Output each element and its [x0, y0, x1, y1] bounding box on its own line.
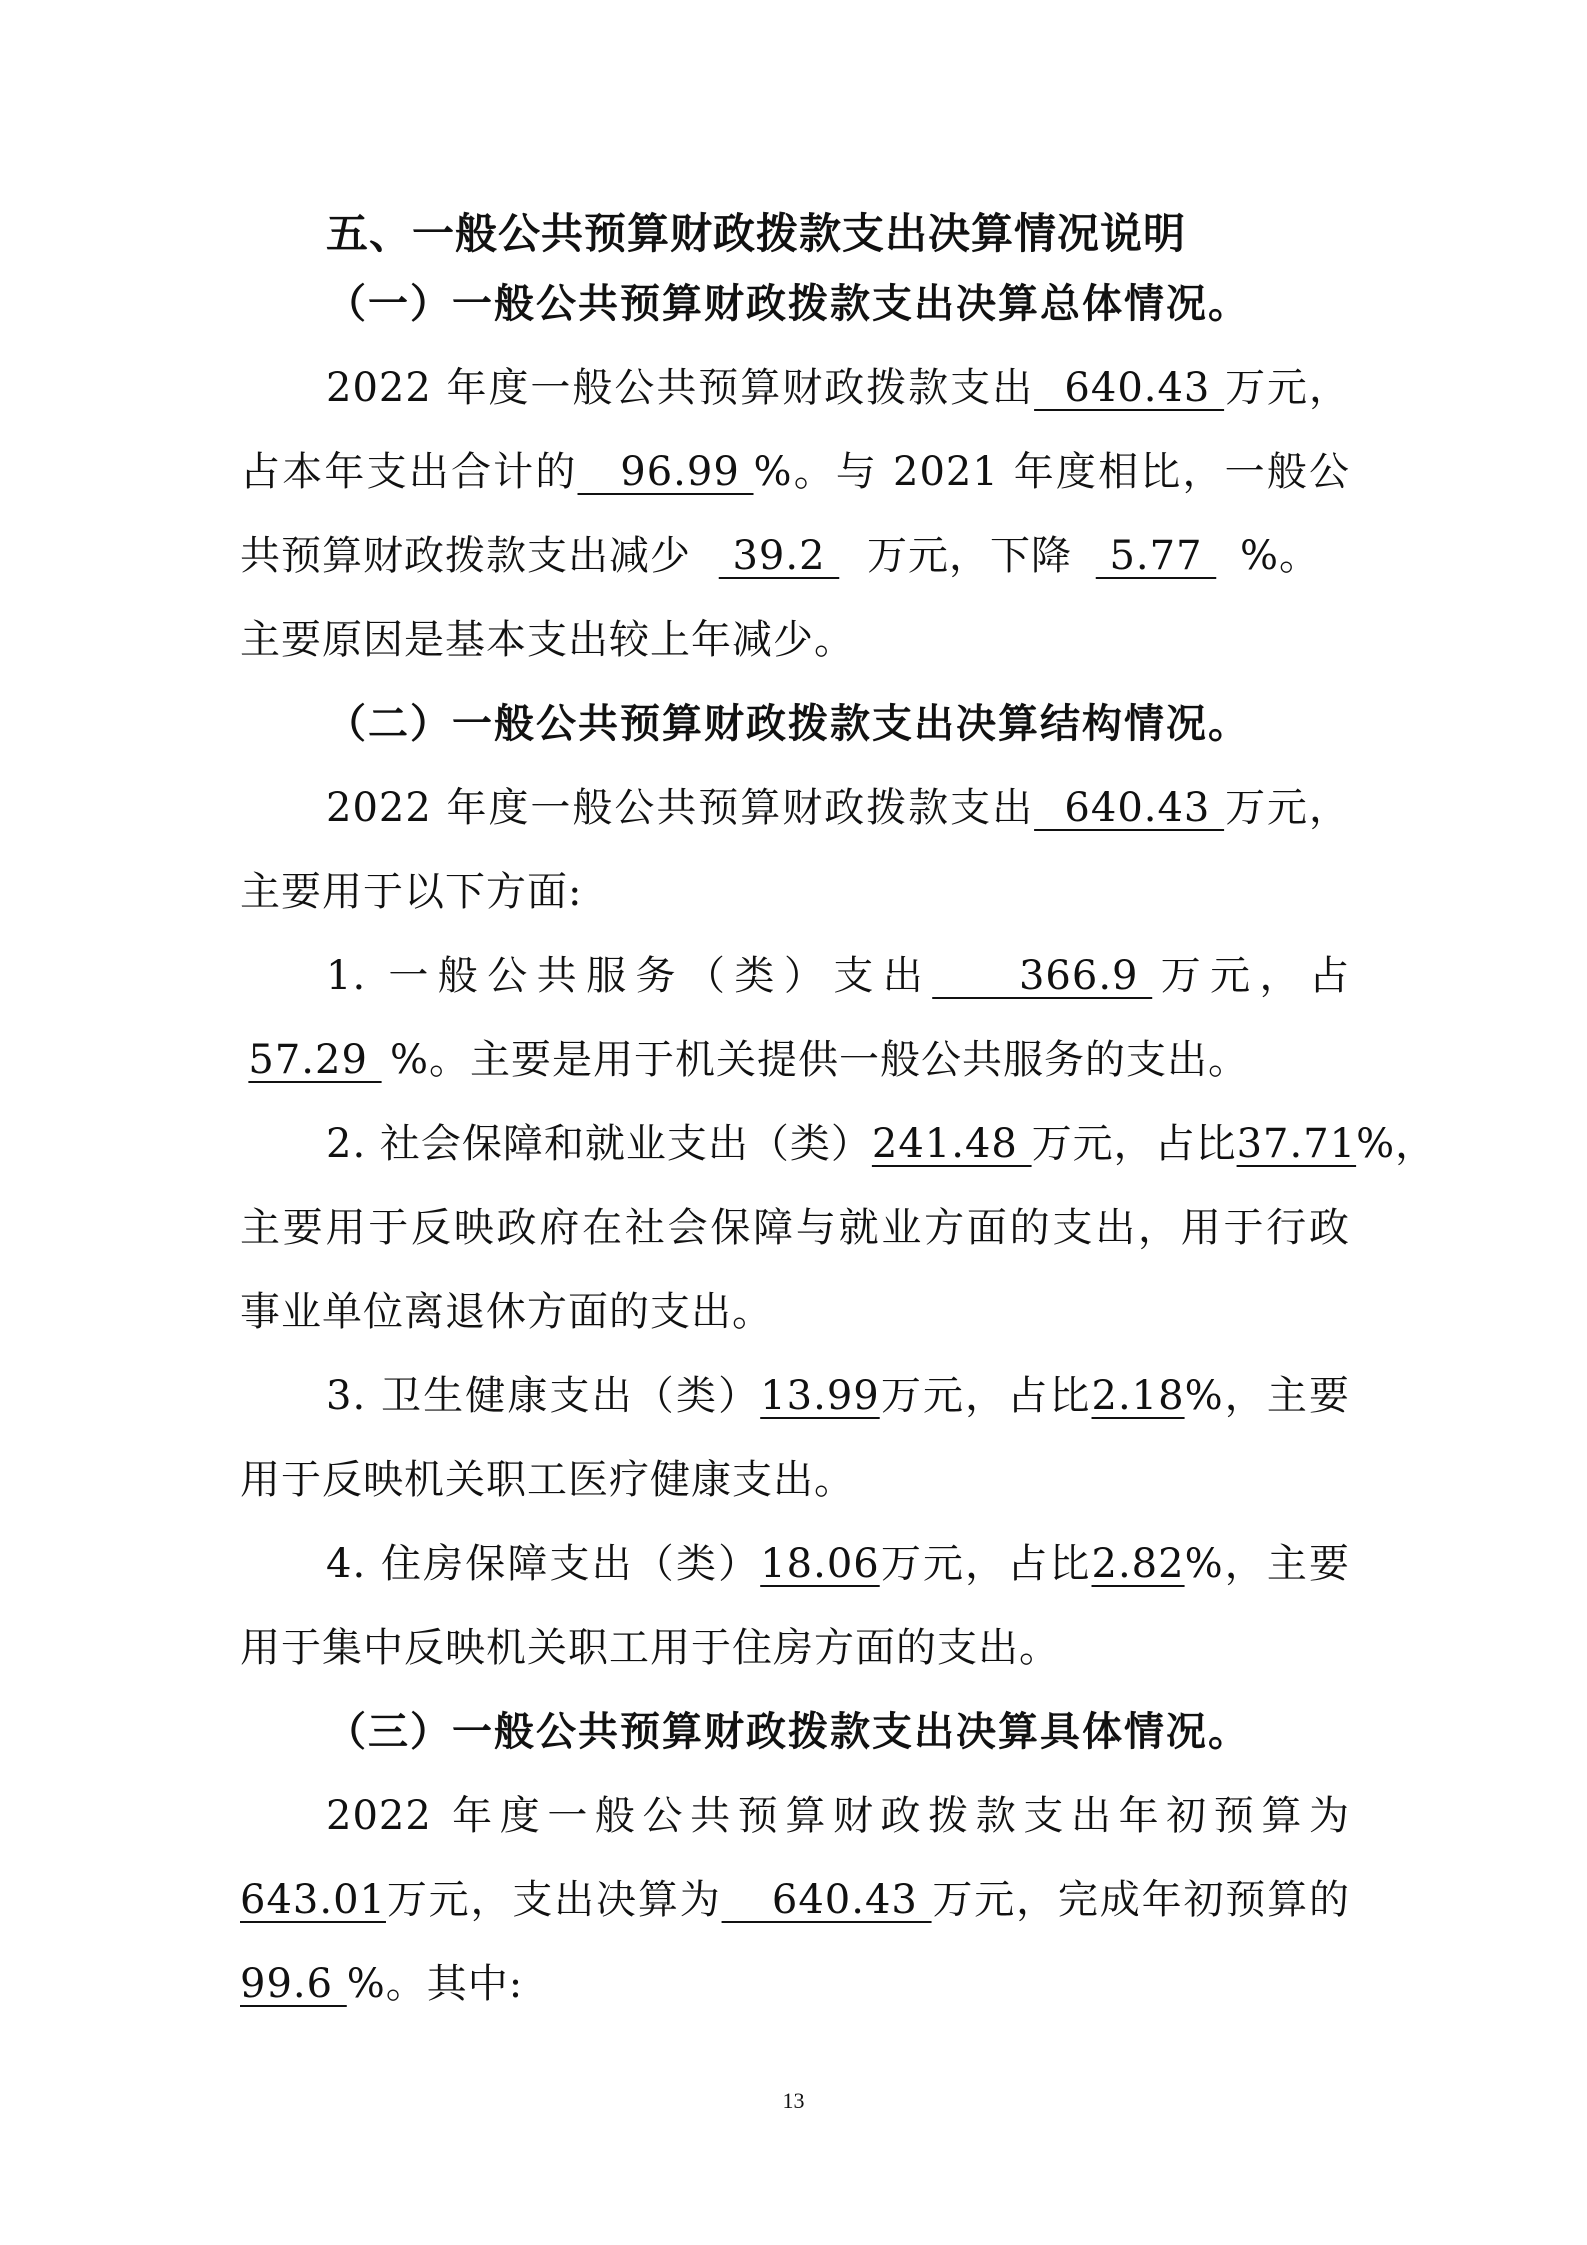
- text: %，主要: [1184, 1541, 1350, 1587]
- section-title: 五、一般公共预算财政拨款支出决算情况说明: [326, 209, 1187, 258]
- item4-line2: 用于集中反映机关职工用于住房方面的支出。: [240, 1625, 1060, 1671]
- item3-line1: [326, 1354, 1350, 1438]
- item2-line2: 主要用于反映政府在社会保障与就业方面的支出，用于行政: [240, 1205, 1350, 1251]
- part1-line2: [240, 430, 1350, 514]
- item2-line1: [326, 1102, 1437, 1186]
- text: 万元，下降: [867, 533, 1072, 579]
- percent-social-security: 37.71: [1236, 1121, 1357, 1167]
- percent-housing: 2.82: [1091, 1541, 1185, 1587]
- part2-line2: 主要用于以下方面:: [240, 869, 583, 915]
- amount-general-service: 366.9: [932, 953, 1153, 999]
- percent-completion: 99.6: [240, 1961, 347, 2007]
- part3-line1: 2022 年度一般公共预算财政拨款支出年初预算为: [326, 1793, 1350, 1839]
- text: 万元，占比: [1031, 1121, 1237, 1167]
- text: 3. 卫生健康支出（类）: [326, 1373, 761, 1419]
- item4-line1: [326, 1522, 1350, 1606]
- amount-final-expense: 640.43: [721, 1877, 932, 1923]
- part1-heading: （一）一般公共预算财政拨款支出决算总体情况。: [326, 281, 1250, 327]
- text: %。其中:: [346, 1961, 524, 2007]
- part2-line1: [326, 766, 1350, 850]
- text: %，主要: [1184, 1373, 1350, 1419]
- text: %。主要是用于机关提供一般公共服务的支出。: [390, 1037, 1250, 1083]
- amount-decrease: 39.2: [718, 533, 840, 579]
- text: %，: [1356, 1121, 1437, 1167]
- amount-total: 640.43: [1034, 365, 1225, 411]
- text: 共预算财政拨款支出减少: [240, 533, 691, 579]
- item1-line1: [326, 934, 1350, 1018]
- percent-share: 96.99: [577, 449, 754, 495]
- part1-line3: [240, 514, 1350, 598]
- text: 万元，占: [1152, 953, 1350, 999]
- text: 2. 社会保障和就业支出（类）: [326, 1121, 872, 1167]
- text: 占本年支出合计的: [240, 449, 578, 495]
- text: 万元，: [1224, 365, 1351, 411]
- text: 万元，支出决算为: [385, 1877, 722, 1923]
- percent-health: 2.18: [1091, 1373, 1185, 1419]
- part1-line1: [326, 346, 1350, 430]
- text: %。与 2021 年度相比，一般公: [753, 449, 1351, 495]
- text: 1. 一般公共服务（类）支出: [326, 953, 933, 999]
- page-number: 13: [782, 2088, 805, 2113]
- text: 万元，占比: [879, 1541, 1092, 1587]
- text: 2022 年度一般公共预算财政拨款支出: [326, 785, 1035, 831]
- text: 2022 年度一般公共预算财政拨款支出: [326, 365, 1035, 411]
- amount-health: 13.99: [760, 1373, 880, 1419]
- amount-social-security: 241.48: [871, 1121, 1032, 1167]
- text: 万元，完成年初预算的: [931, 1877, 1350, 1923]
- part1-line4: 主要原因是基本支出较上年减少。: [240, 617, 855, 663]
- item2-line3: 事业单位离退休方面的支出。: [240, 1289, 773, 1335]
- amount-total: 640.43: [1034, 785, 1225, 831]
- part3-line3: [240, 1942, 1350, 2026]
- part3-heading: （三）一般公共预算财政拨款支出决算具体情况。: [326, 1709, 1250, 1755]
- part2-heading: （二）一般公共预算财政拨款支出决算结构情况。: [326, 701, 1250, 747]
- percent-general-service: 57.29: [248, 1037, 382, 1083]
- item1-line2: [240, 1018, 1350, 1102]
- item3-line2: 用于反映机关职工医疗健康支出。: [240, 1457, 855, 1503]
- amount-initial-budget: 643.01: [240, 1877, 386, 1923]
- text: 万元，: [1224, 785, 1351, 831]
- text: 万元，占比: [879, 1373, 1092, 1419]
- text: 4. 住房保障支出（类）: [326, 1541, 761, 1587]
- part3-line2: [240, 1858, 1350, 1942]
- text: %。: [1240, 533, 1321, 579]
- amount-housing: 18.06: [760, 1541, 880, 1587]
- percent-decrease: 5.77: [1095, 533, 1217, 579]
